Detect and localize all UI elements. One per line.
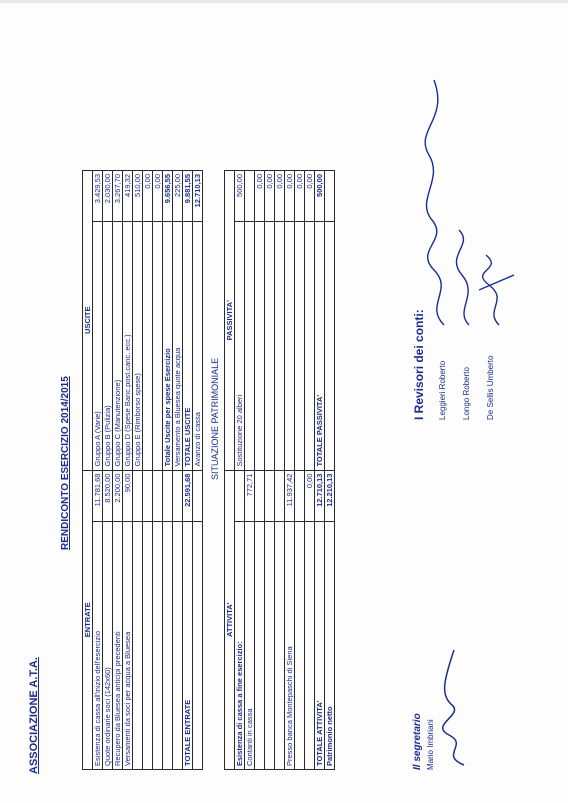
uscite-value: 0,00 [143,171,153,222]
uscite-subtotal-label: Totale Uscite per spese Esercizio [163,222,173,470]
entrate-total-value: 22.591,68 [183,470,193,521]
entrate-value [173,470,183,521]
segretario-name: Mario Imbriani [426,719,435,770]
passivita-value: 0,00 [295,171,305,222]
uscite-extra-value: 225,00 [173,171,183,222]
uscite-subtotal-value: 9.656,55 [163,171,173,222]
passivita-value: 500,00 [235,171,245,222]
entrate-uscite-table [82,170,203,770]
table-row [245,171,255,770]
passivita-label: Sostituzione 20 alberi [235,222,245,470]
passivita-value: 0,00 [305,171,315,222]
patrimonio-netto-label: Patrimonio netto [325,521,335,769]
table-row [143,171,153,770]
entrate-label [173,521,183,769]
passivita-value: 0,00 [265,171,275,222]
avanzo-label: Avanzo di cassa [193,222,203,470]
table-row [305,171,315,770]
entrate-value: 8.520,00 [103,470,113,521]
uscite-value: 2.030,00 [103,171,113,222]
uscite-label [153,222,163,470]
uscite-header: USCITE [83,171,93,471]
passivita-value: 0,00 [285,171,295,222]
passivita-value [245,171,255,222]
passivita-label [285,222,295,470]
segretario-signature [434,640,474,770]
passivita-label [325,222,335,470]
table-row [235,171,245,770]
table-row [163,171,173,770]
revisori-signatures [424,70,519,330]
entrate-label: Quote ordinarie soci (142x60) [103,521,113,769]
uscite-label: Gruppo E (Rimborso spese) [133,222,143,470]
passivita-label [245,222,255,470]
attivita-value [255,470,265,521]
attivita-total-value: 12.710,13 [315,470,325,521]
uscite-value: 510,00 [133,171,143,222]
table-row [113,171,123,770]
attivita-header: ATTIVITA' [225,470,235,769]
entrate-value [133,470,143,521]
entrate-label [193,521,203,769]
table-row [183,171,193,770]
passivita-label [275,222,285,470]
attivita-label [305,521,315,769]
entrate-value [193,470,203,521]
revisore-name: De Sellis Umberto [486,355,495,420]
passivita-value: 0,00 [275,171,285,222]
attivita-passivita-table [224,170,335,770]
table-row [285,171,295,770]
attivita-value: 772,71 [245,470,255,521]
avanzo-value: 12.710,13 [193,171,203,222]
entrate-label: Esistenza di cassa all'inizio dell'esercizio [93,521,103,769]
uscite-label: Gruppo B (Pulizia) [103,222,113,470]
table-row [193,171,203,770]
table-row [153,171,163,770]
attivita-label [265,521,275,769]
entrate-label [143,521,153,769]
situazione-heading: SITUAZIONE PATRIMONIALE [210,357,220,480]
uscite-label: Gruppo A (Varie) [93,222,103,470]
passivita-total-label: TOTALE PASSIVITA' [315,222,325,470]
uscite-value: 3.429,53 [93,171,103,222]
attivita-value: 11.937,42 [285,470,295,521]
passivita-value [325,171,335,222]
report-title: RENDICONTO ESERCIZIO 2014/2015 [60,376,71,550]
organization-name: ASSOCIAZIONE A.T.A. [28,657,40,774]
scan-edge [0,0,568,3]
entrate-label [163,521,173,769]
passivita-label [305,222,315,470]
attivita-total-label: TOTALE ATTIVITA' [315,521,325,769]
passivita-total-value: 500,00 [315,171,325,222]
attivita-value [275,470,285,521]
table-row [93,171,103,770]
entrate-value [153,470,163,521]
entrate-label: Versamenti da soci per acqua a Bluesea [123,521,133,769]
attivita-label: Presso banca Montepaschi di Siena [285,521,295,769]
uscite-label: Gruppo C (Manutenzione) [113,222,123,470]
revisore-name: Longo Roberto [462,367,471,420]
uscite-label: Gruppo D (Spese Banc.post.canc. ecc.) [123,222,133,470]
passivita-label [265,222,275,470]
segretario-title: Il segretario [412,713,423,770]
passivita-header: PASSIVITA' [225,171,235,471]
revisore-name: Leggieri Roberto [438,360,447,420]
passivita-value: 0,00 [255,171,265,222]
attivita-label: Contanti in cassa [245,521,255,769]
uscite-total-value: 9.881,55 [183,171,193,222]
table-row [275,171,285,770]
attivita-label [275,521,285,769]
attivita-value [235,470,245,521]
entrate-label: Recupero da Bluesea anticipi precedenti [113,521,123,769]
attivita-label [255,521,265,769]
attivita-label [295,521,305,769]
table-row [173,171,183,770]
entrate-label [153,521,163,769]
uscite-label [143,222,153,470]
entrate-value: 11.781,68 [93,470,103,521]
attivita-label: Esistenza di cassa a fine esercizio: [235,521,245,769]
table-row [265,171,275,770]
uscite-total-label: TOTALE USCITE [183,222,193,470]
passivita-label [295,222,305,470]
table-row [255,171,265,770]
table-row [133,171,143,770]
table-row [315,171,325,770]
uscite-extra-label: Versamento a Bluesea quote acqua [173,222,183,470]
uscite-value: 0,00 [153,171,163,222]
entrate-label [133,521,143,769]
attivita-value [265,470,275,521]
entrate-value [143,470,153,521]
uscite-value: 3.267,70 [113,171,123,222]
attivita-value [295,470,305,521]
entrate-total-label: TOTALE ENTRATE [183,521,193,769]
table-row [103,171,113,770]
passivita-label [255,222,265,470]
entrate-value [163,470,173,521]
attivita-value: 0,00 [305,470,315,521]
rotated-document [24,20,544,780]
uscite-value: 419,32 [123,171,133,222]
patrimonio-netto-value: 12.210,13 [325,470,335,521]
table-row [295,171,305,770]
entrate-value: 90,00 [123,470,133,521]
table-row [123,171,133,770]
revisori-title: I Revisori dei conti: [412,309,426,420]
entrate-value: 2.200,00 [113,470,123,521]
table-row [325,171,335,770]
entrate-header: ENTRATE [83,470,93,769]
